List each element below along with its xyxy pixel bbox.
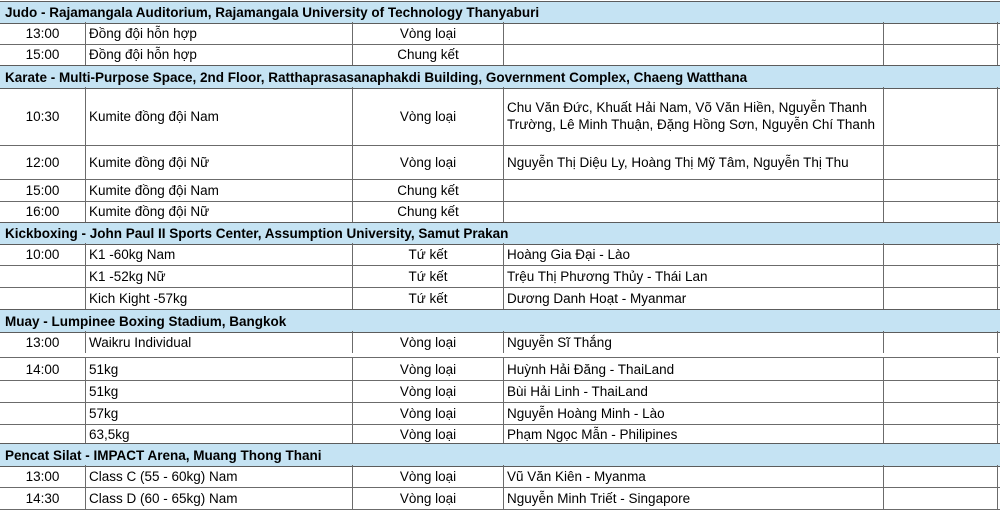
row-spacer (0, 353, 1000, 358)
time-cell (0, 265, 85, 287)
section-header (0, 222, 1000, 245)
right-border (997, 380, 998, 402)
table-row (0, 402, 1000, 425)
time-cell: 10:30 (25, 108, 60, 124)
event-cell: 63,5kg (85, 424, 352, 445)
event-cell: Class C (55 - 60kg) Nam (85, 465, 352, 487)
right-border (997, 331, 998, 353)
section-title: Judo - Rajamangala Auditorium, Rajamangala University of Technology Thanyaburi (5, 5, 540, 20)
time-cell: 10:00 (25, 246, 60, 262)
extra-cell (883, 358, 1000, 380)
section-title: Muay - Lumpinee Boxing Stadium, Bangkok (5, 313, 287, 329)
event-cell: Kumite đồng đội Nam (85, 179, 352, 201)
round-cell: Chung kết (352, 179, 503, 201)
table-row (0, 465, 1000, 488)
athletes-cell: Nguyễn Sĩ Thắng (503, 331, 883, 353)
athletes-cell: Huỳnh Hải Đăng - ThaiLand (503, 358, 883, 380)
table-row (0, 380, 1000, 403)
athletes-cell (503, 22, 883, 44)
section-title: Pencat Silat - IMPACT Arena, Muang Thong Thani (5, 447, 322, 463)
event-cell: Kumite đồng đội Nam (85, 87, 352, 145)
extra-cell (883, 44, 1000, 65)
round-cell: Vòng loại (352, 145, 503, 179)
extra-cell (883, 265, 1000, 287)
table-row (0, 487, 1000, 510)
right-border (997, 287, 998, 309)
athletes-cell: Phạm Ngọc Mẫn - Philipines (503, 424, 883, 445)
athletes-cell: Hoàng Gia Đại - Lào (503, 243, 883, 265)
athletes-cell: Chu Văn Đức, Khuất Hải Nam, Võ Văn Hiền, Nguyễn Thanh Trường, Lê Minh Thuận, Đặng Hồng Sơn, Nguyễn Chí Thanh (503, 87, 883, 145)
extra-cell (883, 465, 1000, 487)
section-header (0, 65, 1000, 89)
athletes-cell: Bùi Hải Linh - ThaiLand (503, 380, 883, 402)
time-cell (0, 424, 85, 445)
round-cell: Tứ kết (352, 243, 503, 265)
time-cell: 12:00 (25, 154, 60, 170)
event-cell: Đồng đội hỗn hợp (85, 22, 352, 44)
right-border (997, 201, 998, 222)
round-cell: Vòng loại (352, 402, 503, 424)
table-row (0, 201, 1000, 223)
section-title: Kickboxing - John Paul II Sports Center, Assumption University, Samut Prakan (5, 226, 509, 241)
time-cell: 15:00 (25, 47, 60, 62)
event-cell: Đồng đội hỗn hợp (85, 44, 352, 65)
event-cell: K1 -52kg Nữ (85, 265, 352, 287)
right-border (997, 358, 998, 380)
time-cell (0, 380, 85, 402)
right-border (997, 243, 998, 265)
extra-cell (883, 487, 1000, 509)
section-title: Karate - Multi-Purpose Space, 2nd Floor, Ratthaprasasanaphakdi Building, Government Complex, Chaeng Watthana (5, 69, 748, 85)
round-cell: Tứ kết (352, 265, 503, 287)
time-cell: 14:00 (25, 361, 60, 377)
right-border (997, 265, 998, 287)
event-cell: Kumite đồng đội Nữ (85, 201, 352, 222)
athletes-cell: Vũ Văn Kiên - Myanma (503, 465, 883, 487)
time-cell: 14:30 (25, 490, 60, 506)
right-border (997, 487, 998, 509)
athletes-cell: Nguyễn Minh Triết - Singapore (503, 487, 883, 509)
athletes-cell (503, 179, 883, 201)
athletes-cell: Nguyễn Hoàng Minh - Lào (503, 402, 883, 424)
athletes-cell (503, 44, 883, 65)
round-cell: Vòng loại (352, 331, 503, 353)
right-border (997, 179, 998, 201)
time-cell: 13:00 (25, 468, 60, 484)
event-cell: Kumite đồng đội Nữ (85, 145, 352, 179)
table-row (0, 179, 1000, 202)
round-cell: Vòng loại (352, 358, 503, 380)
right-border (997, 402, 998, 424)
round-cell: Vòng loại (352, 380, 503, 402)
extra-cell (883, 145, 1000, 179)
time-cell (0, 402, 85, 424)
extra-cell (883, 402, 1000, 424)
section-header (0, 1, 1000, 24)
round-cell: Vòng loại (352, 87, 503, 145)
time-cell: 13:00 (25, 25, 60, 41)
table-row (0, 331, 1000, 354)
extra-cell (883, 243, 1000, 265)
round-cell: Vòng loại (352, 22, 503, 44)
round-cell: Vòng loại (352, 487, 503, 509)
time-cell: 15:00 (25, 182, 60, 198)
extra-cell (883, 380, 1000, 402)
event-cell: Kich Kight -57kg (85, 287, 352, 309)
time-cell: 16:00 (25, 204, 60, 219)
table-row (0, 44, 1000, 66)
extra-cell (883, 22, 1000, 44)
table-row (0, 87, 1000, 146)
right-border (997, 465, 998, 487)
extra-cell (883, 331, 1000, 353)
event-cell: Waikru Individual (85, 331, 352, 353)
event-cell: Class D (60 - 65kg) Nam (85, 487, 352, 509)
table-row (0, 358, 1000, 381)
event-cell: K1 -60kg Nam (85, 243, 352, 265)
section-header (0, 443, 1000, 467)
round-cell: Vòng loại (352, 465, 503, 487)
extra-cell (883, 201, 1000, 222)
table-row (0, 287, 1000, 310)
event-cell: 51kg (85, 358, 352, 380)
athletes-cell: Dương Danh Hoạt - Myanmar (503, 287, 883, 309)
table-row (0, 265, 1000, 288)
extra-cell (883, 287, 1000, 309)
table-row (0, 243, 1000, 266)
table-row (0, 145, 1000, 180)
right-border (997, 87, 998, 145)
right-border (997, 44, 998, 65)
extra-cell (883, 87, 1000, 145)
athletes-cell (503, 201, 883, 222)
right-border (997, 424, 998, 445)
athletes-cell: Trệu Thị Phương Thủy - Thái Lan (503, 265, 883, 287)
table-row (0, 22, 1000, 45)
extra-cell (883, 424, 1000, 445)
time-cell: 13:00 (25, 334, 60, 350)
event-cell: 57kg (85, 402, 352, 424)
round-cell: Chung kết (352, 44, 503, 65)
section-header (0, 309, 1000, 333)
round-cell: Chung kết (352, 201, 503, 222)
athletes-cell: Nguyễn Thị Diệu Ly, Hoàng Thị Mỹ Tâm, Nguyễn Thị Thu (503, 145, 883, 179)
right-border (997, 22, 998, 44)
event-cell: 51kg (85, 380, 352, 402)
round-cell: Vòng loại (352, 424, 503, 445)
round-cell: Tứ kết (352, 287, 503, 309)
time-cell (0, 287, 85, 309)
right-border (997, 145, 998, 179)
extra-cell (883, 179, 1000, 201)
